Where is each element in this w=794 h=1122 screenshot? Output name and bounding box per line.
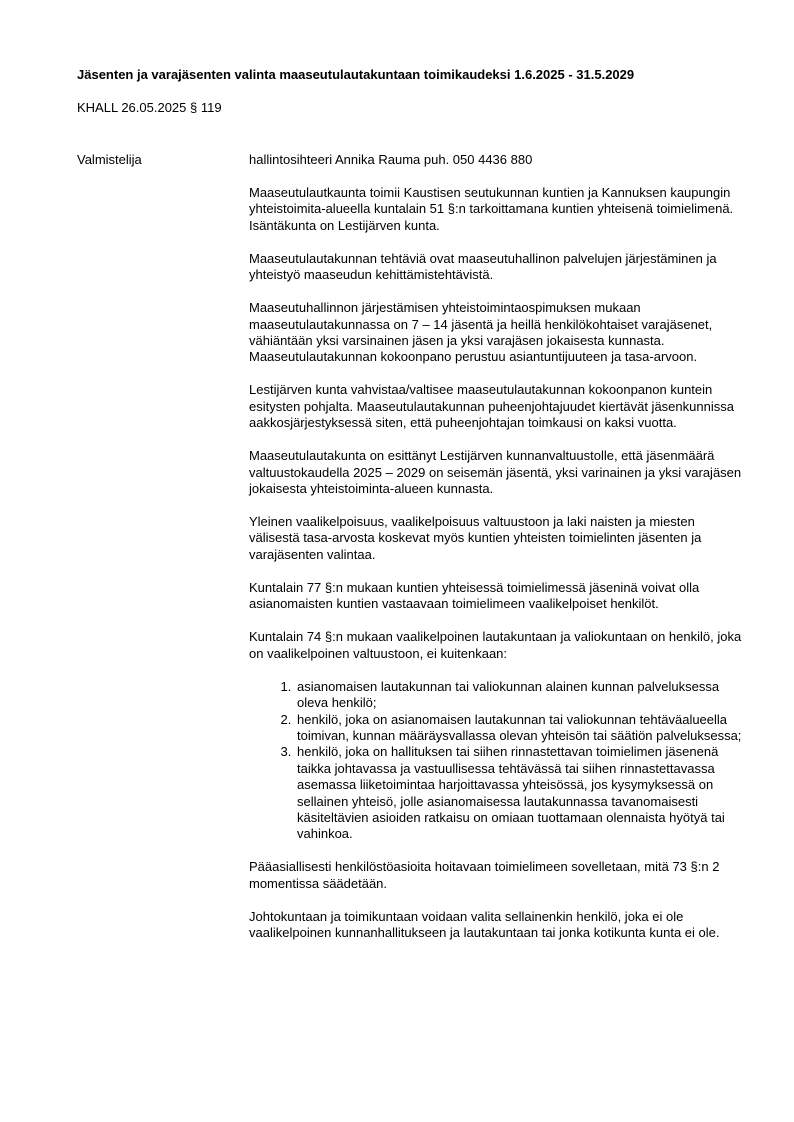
list-item: 3. henkilö, joka on hallituksen tai siihen rinnastettavan toimielimen jäsenenä taikka johtavassa ja vastuullisessa tehtävässä tai siihen rinnastettavassa asemassa liiketoimintaa harjoittavassa yhteisössä, jos kysymyksessä on sellainen yhteisö, jolle asianomaisessa lautakunnassa tavanomaisesti käsiteltävien asioiden ratkaisu on omiaan tuottamaan olennaista hyötyä tai vahinkoa. bbox=[295, 744, 749, 842]
paragraph: Maaseutulautakunta on esittänyt Lestijärven kunnanvaltuustolle, että jäsenmäärä valtuustokaudella 2025 – 2029 on seisemän jäsentä, yksi varinainen ja yksi varajäsen jokaisesta yhteistoiminta-alueen kunnasta. bbox=[249, 448, 742, 497]
paragraph: Maaseutulautakunnan tehtäviä ovat maaseutuhallinon palvelujen järjestäminen ja yhteistyö maaseudun kehittämistehtävistä. bbox=[249, 250, 717, 283]
list-item: 2. henkilö, joka on asianomaisen lautakunnan tai valiokunnan tehtäväalueella toimivan, kunnan määräysvallassa olevan yhteisön tai säätiön palveluksessa; bbox=[295, 712, 749, 745]
paragraph: Yleinen vaalikelpoisuus, vaalikelpoisuus valtuustoon ja laki naisten ja miesten välisestä tasa-arvosta koskevat myös kuntien yhteisten toimielinten jäsenten ja varajäsenten valintaa. bbox=[249, 514, 702, 562]
preparer-label: Valmistelija bbox=[77, 152, 142, 167]
paragraph: Kuntalain 74 §:n mukaan vaalikelpoinen lautakuntaan ja valiokuntaan on henkilö, joka on vaalikelpoinen valtuustoon, ei kuitenkaan: bbox=[249, 629, 742, 661]
paragraph: Lestijärven kunta vahvistaa/valtisee maaseutulautakunnan kokoonpanon kuntein esitysten pohjalta. Maaseutulautakunnan puheenjohtajuudet kiertävät jäsenkunnissa aakkosjärjestyksessä siten, että puheenjohtajan toimkausi on kaksi vuotta. bbox=[249, 382, 734, 431]
list-item: 1. asianomaisen lautakunnan tai valiokunnan alainen kunnan palveluksessa oleva henkilö; bbox=[295, 679, 749, 712]
paragraph: Pääasiallisesti henkilöstöasioita hoitavaan toimielimeen sovelletaan, mitä 73 §:n 2 momentissa säädetään. bbox=[249, 859, 720, 891]
paragraph: Johtokuntaan ja toimikuntaan voidaan valita sellainenkin henkilö, joka ei ole vaalikelpoinen kunnanhallitukseen ja lautakuntaan tai jonka kotikunta kunta ei ole. bbox=[249, 908, 720, 941]
document-body bbox=[249, 152, 749, 958]
exclusion-list bbox=[249, 679, 749, 843]
document-title: Jäsenten ja varajäsenten valinta maaseutulautakuntaan toimikaudeksi 1.6.2025 - 31.5.2029 bbox=[77, 67, 635, 82]
paragraph: Maaseutuhallinnon järjestämisen yhteistoimintaospimuksen mukaan maaseutulautakunnassa on 7 – 14 jäsentä ja heillä henkilökohtaiset varajäsenet, vähiäntään yksi varsinainen jäsen ja yksi varajäsen jokaisesta kunnasta. Maaseutulautakunnan kokoonpano perustuu asiantuntijuuteen ja tasa-arvoon. bbox=[249, 300, 713, 365]
paragraph: Kuntalain 77 §:n mukaan kuntien yhteisessä toimielimessä jäseninä voivat olla asianomaisten kuntien vastaavaan toimielimeen vaalikelpoiset henkilöt. bbox=[249, 579, 700, 612]
meeting-reference: KHALL 26.05.2025 § 119 bbox=[77, 100, 222, 115]
preparer-value: hallintosihteeri Annika Rauma puh. 050 4436 880 bbox=[249, 152, 533, 167]
paragraph: Maaseutulautkaunta toimii Kaustisen seutukunnan kuntien ja Kannuksen kaupungin yhteistoimita-alueella kuntalain 51 §:n tarkoittamana kuntien yhteisenä toimielimenä. Isäntäkunta on Lestijärven kunta. bbox=[249, 185, 734, 233]
